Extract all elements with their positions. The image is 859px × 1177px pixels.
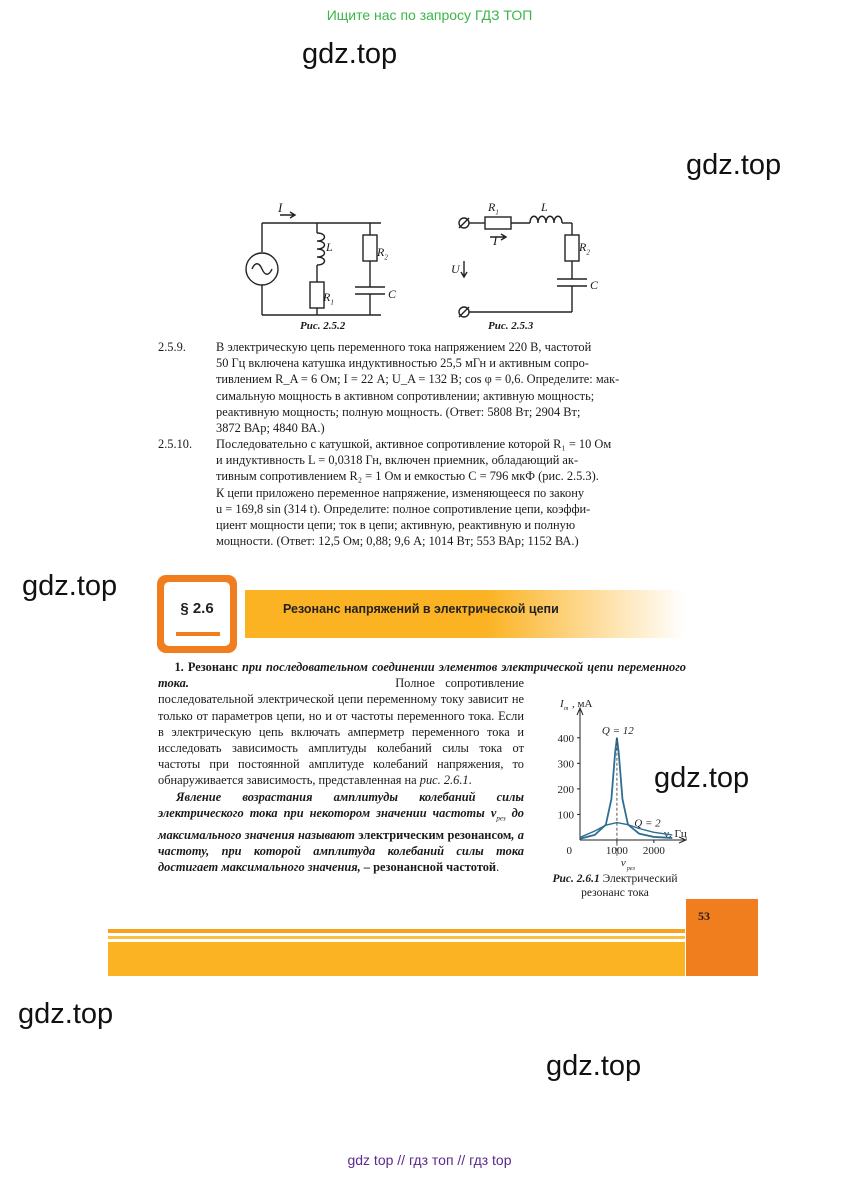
page-number-box bbox=[686, 899, 758, 976]
p1-end: . bbox=[468, 773, 472, 788]
resonance-chart bbox=[530, 700, 690, 875]
problem-line: 3872 ВАр; 4840 ВА.) bbox=[216, 421, 325, 436]
circuit-diagram-2-5-3 bbox=[450, 195, 610, 325]
p2-bold-1: электрическим резонансом bbox=[354, 827, 512, 842]
section-number-badge bbox=[157, 575, 237, 653]
problem-line: циент мощности цепи; ток в цепи; активную, реактивную и полную bbox=[216, 518, 576, 533]
footer-stripe bbox=[108, 936, 685, 939]
problem-2-5-9 bbox=[158, 339, 688, 439]
label-inductor-L: L bbox=[326, 240, 333, 254]
chart-caption-text: Электрический резонанс тока bbox=[581, 873, 678, 899]
problem-line: 50 Гц включена катушка индуктивностью 25,5 мГн и активным сопро- bbox=[216, 356, 589, 371]
chart-caption-bold: Рис. 2.6.1 bbox=[552, 873, 600, 885]
problem-line: тивным сопротивлением R₂ = 1 Ом и емкостью C = 796 мкФ (рис. 2.5.3). bbox=[216, 469, 599, 484]
figure-caption-2-6-1 bbox=[550, 872, 680, 900]
label-r1: $R_1$ bbox=[488, 200, 499, 217]
problem-line: тивлением R_A = 6 Ом; I = 22 А; U_A = 132 В; cos φ = 0,6. Определите: мак- bbox=[216, 372, 620, 387]
watermark: gdz.top bbox=[302, 38, 398, 70]
problem-line: симальную мощность в активном сопротивлении; активную мощность; bbox=[216, 388, 595, 403]
bottom-links[interactable]: gdz top // гдз топ // гдз top bbox=[347, 1152, 512, 1168]
watermark: gdz.top bbox=[654, 762, 750, 794]
label-capacitor-C: C bbox=[590, 278, 599, 292]
resonance-label: ν bbox=[620, 857, 626, 869]
watermark: gdz.top bbox=[22, 570, 118, 602]
problem-2-5-10 bbox=[158, 436, 688, 554]
label-current-I: I bbox=[493, 233, 498, 248]
x-tick-label: 0 bbox=[566, 845, 572, 857]
y-axis-label: I bbox=[560, 700, 564, 710]
label-current-I: I bbox=[278, 200, 283, 215]
series-label-q2: Q = 2 bbox=[634, 817, 661, 830]
paragraph-italic: при последовательном соединении элементов электрической цепи переменного тока. bbox=[158, 660, 686, 691]
problem-line: Последовательно с катушкой, активное сопротивление которой R₁ = 10 Ом bbox=[216, 437, 612, 451]
y-axis-label-unit: , мА bbox=[572, 700, 593, 710]
x-tick-label: 2000 bbox=[642, 845, 665, 857]
problem-line: и индуктивность L = 0,0318 Гн, включен приемник, обладающий ак- bbox=[216, 453, 579, 468]
p2-bold-2: резонансной частотой bbox=[370, 859, 497, 874]
y-tick-label: 300 bbox=[557, 758, 574, 771]
p1-figure-ref: рис. 2.6.1 bbox=[419, 773, 469, 788]
label-capacitor-C: C bbox=[388, 287, 397, 301]
search-promo-link[interactable]: Ищите нас по запросу ГДЗ ТОП bbox=[326, 7, 533, 23]
series-label-q12: Q = 12 bbox=[601, 724, 634, 737]
p2-end: . bbox=[496, 859, 500, 874]
resonance-label-sub: рез bbox=[626, 866, 635, 872]
footer-stripe bbox=[108, 929, 685, 933]
footer-band bbox=[108, 942, 685, 976]
problem-line: мощности. (Ответ: 12,5 Ом; 0,88; 9,6 А; 1014 Вт; 553 ВАр; 1152 ВА.) bbox=[216, 534, 579, 549]
problem-line: реактивную мощность; полную мощность. (Ответ: 5808 Вт; 2904 Вт; bbox=[216, 404, 581, 419]
watermark: gdz.top bbox=[18, 998, 114, 1030]
section-number: § 2.6 bbox=[180, 600, 214, 617]
section-title: Резонанс напряжений в электрической цепи bbox=[283, 602, 559, 616]
y-tick-label: 100 bbox=[557, 809, 574, 822]
paragraph-lead: 1. Резонанс bbox=[174, 660, 238, 674]
p2-italic-2: до максимального значения называют bbox=[158, 805, 524, 842]
label-inductor-L: L bbox=[541, 200, 548, 214]
problem-number: 2.5.10. bbox=[158, 437, 193, 451]
problem-line: К цепи приложено переменное напряжение, изменяющееся по закону bbox=[216, 485, 585, 500]
circuit-diagram-2-5-2 bbox=[240, 195, 430, 340]
y-tick-label: 200 bbox=[557, 783, 574, 796]
y-axis-label-sub: m bbox=[564, 706, 569, 712]
p2-sub: рез bbox=[496, 814, 506, 823]
problem-number: 2.5.9. bbox=[158, 340, 186, 354]
label-r2: $R_2$ bbox=[377, 245, 388, 262]
p2-italic-3: , а частоту, при которой амплитуда колебаний силы тока достигает максимального значения, – bbox=[158, 827, 524, 874]
page-number: 53 bbox=[698, 909, 710, 923]
label-r1: $R_1$ bbox=[323, 290, 334, 307]
x-axis-label: ν, Гц bbox=[664, 828, 687, 840]
problem-line: u = 169,8 sin (314 t). Определите: полное сопротивление цепи, коэффи- bbox=[216, 501, 591, 516]
y-tick-label: 400 bbox=[557, 732, 574, 745]
problem-line: В электрическую цепь переменного тока напряжением 220 В, частотой bbox=[216, 340, 592, 354]
watermark: gdz.top bbox=[686, 149, 782, 181]
section-underline bbox=[176, 632, 220, 636]
x-tick-label: 1000 bbox=[605, 845, 628, 857]
p1-text: Полное сопротивление последовательной электрической цепи переменному току зависит не только от параметров цепи, но и от частоты переменного тока. Если в электрическую цепь включать амперметр переменного тока и исследовать зависимость амплитуды колебаний силы тока от частоты при постоянной амплитуде колебаний напряжения, то обнаруживается зависимость, представленная на bbox=[158, 676, 524, 788]
p2-italic: Явление возрастания амплитуды колебаний силы электрического тока при некотором значении частоты ν bbox=[158, 789, 524, 820]
figure-caption-2-5-2: Рис. 2.5.2 bbox=[300, 320, 346, 332]
watermark: gdz.top bbox=[546, 1050, 642, 1082]
label-voltage-U: U bbox=[451, 262, 460, 276]
label-r2: $R_2$ bbox=[579, 240, 590, 257]
figure-caption-2-5-3: Рис. 2.5.3 bbox=[488, 320, 534, 332]
